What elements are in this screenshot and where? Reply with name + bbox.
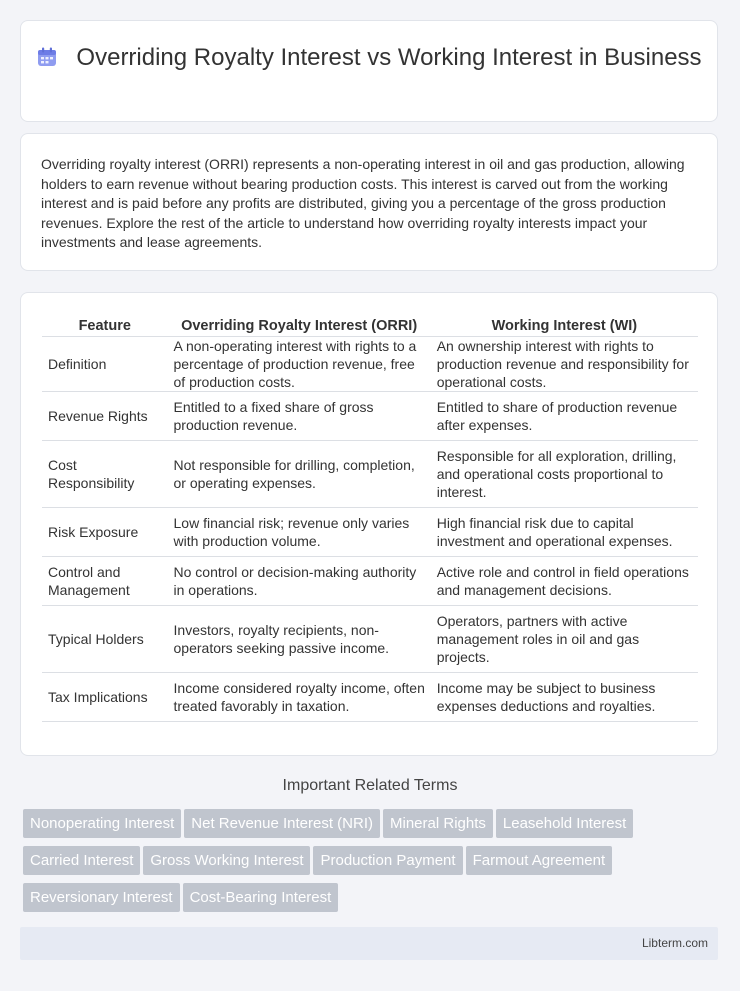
related-term-tag[interactable]: Mineral Rights (383, 809, 493, 838)
page-title (21, 43, 717, 72)
wi-cell: Entitled to share of production revenue after expenses. (431, 392, 698, 441)
title-card (20, 20, 718, 122)
related-term-tag[interactable]: Farmout Agreement (466, 846, 613, 875)
feature-cell: Control and Management (42, 557, 168, 606)
table-header-row (42, 315, 698, 337)
wi-cell: Active role and control in field operations and management decisions. (431, 557, 698, 606)
table-row (42, 508, 698, 557)
wi-cell: Responsible for all exploration, drilling, and operational costs proportional to interest. (431, 441, 698, 508)
related-term-tag[interactable]: Gross Working Interest (143, 846, 310, 875)
wi-cell: An ownership interest with rights to production revenue and responsibility for operational costs. (431, 337, 698, 392)
orri-cell: A non-operating interest with rights to a percentage of production revenue, free of production costs. (168, 337, 431, 392)
orri-cell: Not responsible for drilling, completion, or operating expenses. (168, 441, 431, 508)
orri-cell: Investors, royalty recipients, non-operators seeking passive income. (168, 606, 431, 673)
related-terms-heading: Important Related Terms (282, 777, 458, 794)
wi-cell: Income may be subject to business expenses deductions and royalties. (431, 673, 698, 722)
related-term-tag[interactable]: Reversionary Interest (23, 883, 180, 912)
related-term-tag[interactable]: Net Revenue Interest (NRI) (184, 809, 380, 838)
feature-cell: Definition (42, 337, 168, 392)
comparison-table (42, 315, 698, 722)
related-term-tag[interactable]: Production Payment (313, 846, 462, 875)
header-orri: Overriding Royalty Interest (ORRI) (168, 315, 431, 337)
feature-cell: Tax Implications (42, 673, 168, 722)
footer-brand[interactable]: Libterm.com (641, 936, 708, 950)
orri-cell: No control or decision-making authority in operations. (168, 557, 431, 606)
wi-cell: High financial risk due to capital investment and operational expenses. (431, 508, 698, 557)
header-feature: Feature (42, 315, 168, 337)
intro-card (20, 133, 718, 271)
related-terms-list (23, 809, 723, 920)
table-row (42, 392, 698, 441)
table-row (42, 441, 698, 508)
intro-paragraph: Overriding royalty interest (ORRI) represents a non-operating interest in oil and gas production, allowing holders to earn revenue without bearing production costs. This interest is carved out from the working interest and is paid before any profits are distributed, giving you a percentage of the gross production revenues. Explore the rest of the article to understand how overriding royalty interests impact your investments and lease agreements. (41, 156, 685, 250)
table-row (42, 606, 698, 673)
feature-cell: Typical Holders (42, 606, 168, 673)
related-term-tag[interactable]: Leasehold Interest (496, 809, 633, 838)
related-term-tag[interactable]: Carried Interest (23, 846, 140, 875)
table-row (42, 673, 698, 722)
comparison-card (20, 292, 718, 756)
feature-cell: Risk Exposure (42, 508, 168, 557)
orri-cell: Low financial risk; revenue only varies with production volume. (168, 508, 431, 557)
header-wi: Working Interest (WI) (431, 315, 698, 337)
related-term-tag[interactable]: Cost-Bearing Interest (183, 883, 339, 912)
page-title-text: Overriding Royalty Interest vs Working Interest in Business (76, 44, 702, 71)
feature-cell: Revenue Rights (42, 392, 168, 441)
table-row (42, 337, 698, 392)
feature-cell: Cost Responsibility (42, 441, 168, 508)
wi-cell: Operators, partners with active management roles in oil and gas projects. (431, 606, 698, 673)
orri-cell: Entitled to a fixed share of gross production revenue. (168, 392, 431, 441)
table-row (42, 557, 698, 606)
calendar-icon (36, 46, 58, 68)
related-term-tag[interactable]: Nonoperating Interest (23, 809, 181, 838)
orri-cell: Income considered royalty income, often treated favorably in taxation. (168, 673, 431, 722)
footer (20, 927, 718, 960)
